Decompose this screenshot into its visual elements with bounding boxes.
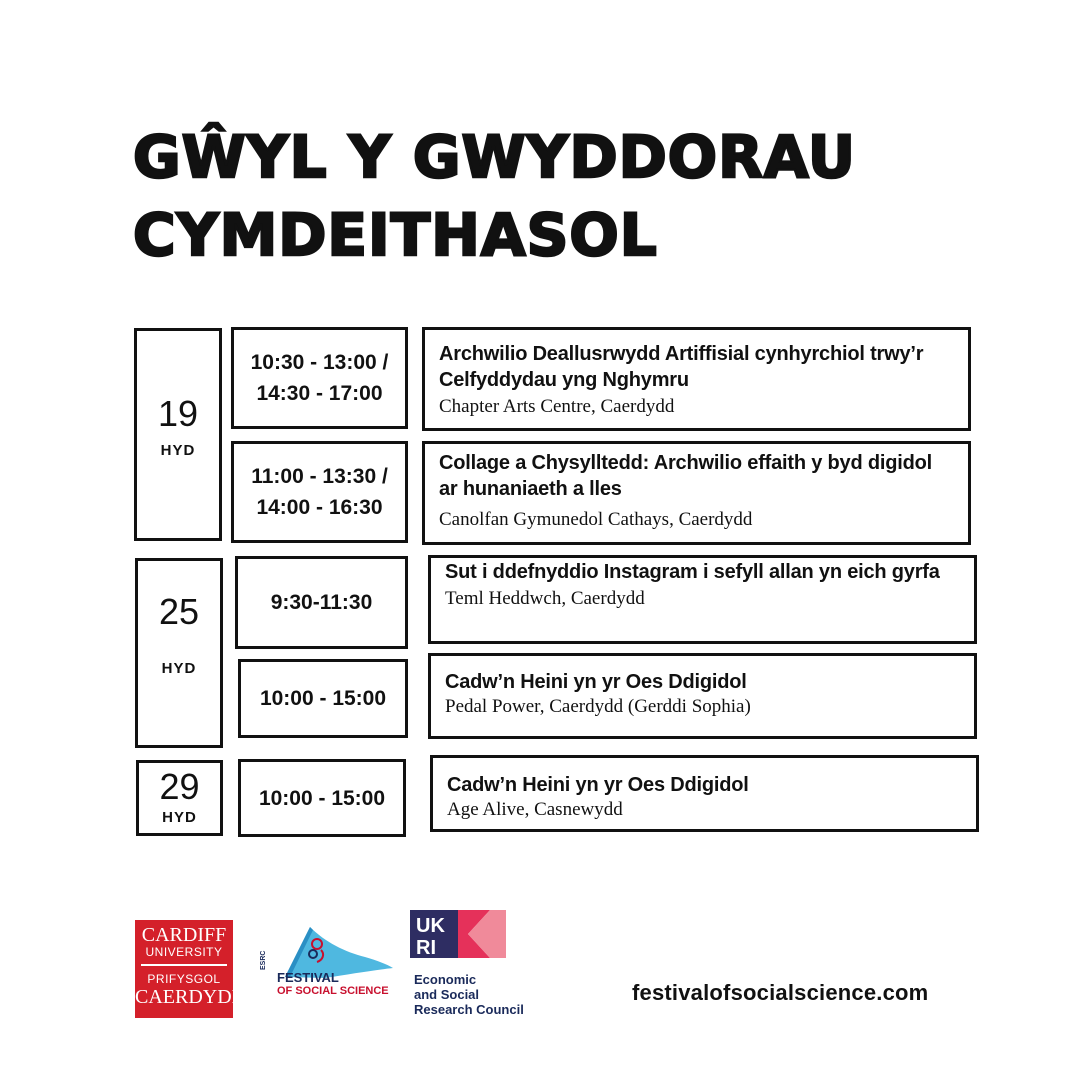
svg-text:RI: RI	[416, 937, 436, 958]
time-text: 9:30-11:30	[270, 591, 373, 614]
logo-text: UNIVERSITY	[145, 945, 223, 959]
svg-text:UK: UK	[416, 915, 445, 937]
event-venue: Teml Heddwch, Caerdydd	[445, 588, 645, 609]
event-box	[422, 441, 971, 545]
time-text: 10:00 - 15:00	[258, 786, 386, 810]
event-venue: Pedal Power, Caerdydd (Gerddi Sophia)	[445, 696, 751, 717]
logo-text: ESRC	[260, 950, 267, 970]
time-box	[231, 327, 408, 429]
date-day: 19	[157, 393, 199, 434]
date-month: HYD	[161, 660, 197, 677]
page-title	[133, 118, 1013, 274]
esrc-festival-logo	[255, 922, 395, 1012]
event-title: Archwilio Deallusrwydd Artiffisial cynhyrchiol trwy’r Celfyddydau yng Nghymru	[439, 343, 924, 391]
date-month: HYD	[162, 809, 197, 826]
date-day: 29	[159, 766, 200, 807]
time-box	[238, 659, 408, 738]
event-box	[428, 555, 977, 644]
event-title: Cadw’n Heini yn yr Oes Ddigidol	[447, 774, 749, 796]
event-title: Cadw’n Heini yn yr Oes Ddigidol	[445, 671, 747, 693]
ukri-mark-icon	[410, 910, 506, 958]
ukri-esrc-logo	[410, 910, 540, 1020]
event-venue: Age Alive, Casnewydd	[447, 799, 623, 820]
event-title: Sut i ddefnyddio Instagram i sefyll allan yn eich gyrfa	[445, 561, 940, 583]
date-month: HYD	[160, 442, 196, 459]
event-box	[422, 327, 971, 431]
logo-text: CAERDYDD	[135, 986, 247, 1008]
event-title: Collage a Chysylltedd: Archwilio effaith y byd digidol ar hunaniaeth a lles	[439, 452, 932, 500]
logo-text: CARDIFF	[141, 924, 227, 946]
event-venue: Canolfan Gymunedol Cathays, Caerdydd	[439, 509, 753, 530]
logo-text: FESTIVAL	[277, 970, 339, 985]
ukri-text: Economic and Social Research Council	[414, 972, 524, 1017]
logo-divider	[141, 964, 227, 966]
logo-text: PRIFYSGOL	[147, 972, 221, 986]
date-box-19	[134, 328, 222, 541]
event-box	[430, 755, 979, 832]
logo-text: OF SOCIAL SCIENCE	[277, 985, 389, 997]
time-box	[238, 759, 406, 837]
title-line-2: CYMDEITHASOL	[133, 201, 658, 269]
time-text: 11:00 - 13:30 / 14:00 - 16:30	[251, 465, 388, 519]
title-line-1: GŴYL Y GWYDDORAU	[133, 123, 856, 191]
time-text: 10:00 - 15:00	[259, 687, 387, 710]
date-box-29	[136, 760, 223, 836]
website-link[interactable]: festivalofsocialscience.com	[632, 980, 929, 1005]
cardiff-university-logo	[135, 920, 247, 1018]
date-box-25	[135, 558, 223, 748]
time-box	[235, 556, 408, 649]
event-venue: Chapter Arts Centre, Caerdydd	[439, 396, 675, 417]
time-text: 10:30 - 13:00 / 14:30 - 17:00	[250, 351, 389, 405]
date-day: 25	[158, 591, 200, 632]
event-box	[428, 653, 977, 739]
time-box	[231, 441, 408, 543]
